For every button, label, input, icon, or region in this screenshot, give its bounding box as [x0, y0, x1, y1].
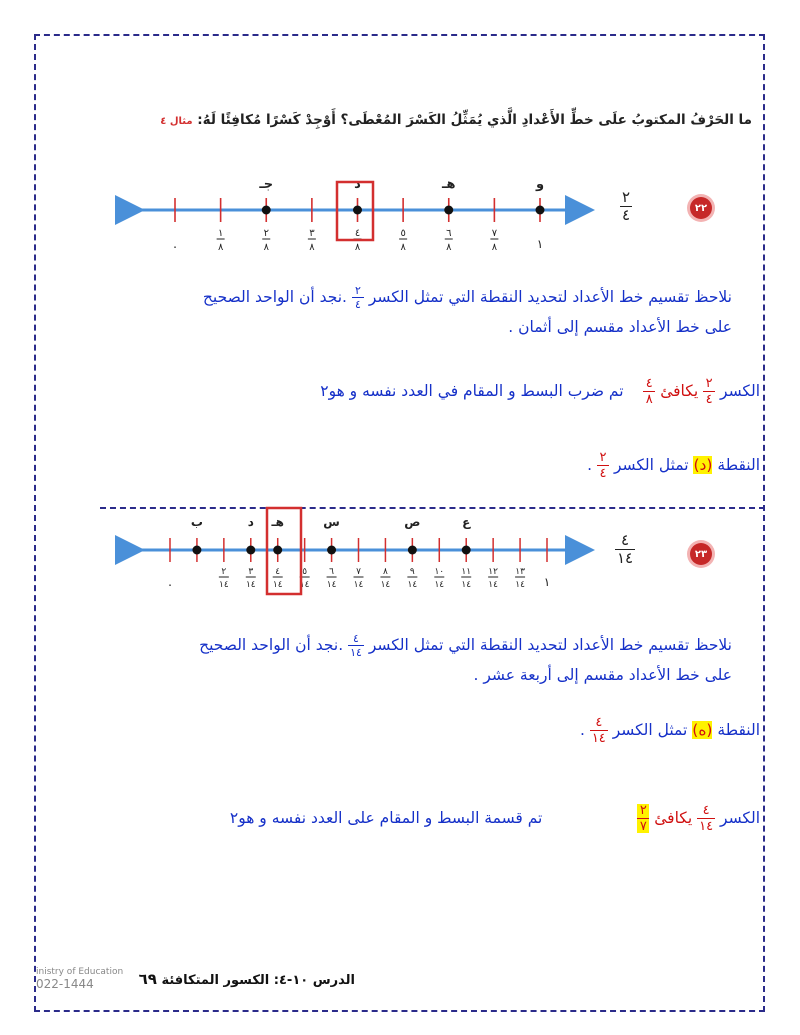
- q23-tick-num: ٦: [329, 567, 334, 577]
- q22-point-dot: [353, 206, 362, 215]
- q23-tick-num: ٤: [275, 567, 281, 577]
- q23-tick-den: ١٤: [488, 580, 498, 590]
- q22-explanation: [62, 282, 732, 342]
- q23-point-dot: [246, 546, 255, 555]
- q23-tick-num: ٨: [383, 567, 388, 577]
- q23-tick-den: ١٤: [299, 580, 310, 590]
- q23-tick-den: ١٤: [407, 580, 418, 590]
- q23-explanation: [42, 630, 732, 690]
- question-header: [154, 112, 752, 128]
- q23-line1: نلاحظ تقسيم خط الأعداد لتحديد النقطة التي تمثل الكسر $\frac{٤}{١٤}$ .نجد أن الواحد الصحيح: [199, 631, 732, 660]
- q22-number-line: [115, 160, 595, 260]
- q23-point-dot: [462, 546, 471, 555]
- q23-equivalence: الكسر $\frac{٤}{١٤}$ يكافئ $\frac{٢}{٧}$ تم قسمة البسط و المقام على العدد نفسه و هو٢: [229, 802, 760, 835]
- q23-tick-den: ١٤: [245, 580, 256, 590]
- footer-lesson-title: الدرس ١٠-٤: الكسور المتكافئة ٦٩: [138, 970, 355, 988]
- q23-point-dot: [327, 546, 336, 555]
- q23-tick-num: ١١: [461, 567, 472, 577]
- q23-one-label: ١: [543, 575, 551, 589]
- q23-line2: على خط الأعداد مقسم إلى أربعة عشر .: [473, 666, 732, 685]
- q23-point-letter: ب: [190, 515, 203, 529]
- q23-number-line: [115, 500, 595, 610]
- q22-tick-num: ٤: [354, 228, 361, 239]
- q23-tick-num: ١٢: [488, 567, 498, 577]
- q23-point-dot: [408, 546, 417, 555]
- q23-point-letter: د: [247, 515, 254, 529]
- q23-tick-num: ١٣: [515, 567, 525, 577]
- q22-tick-den: ٨: [400, 242, 406, 253]
- q22-tick-den: ٨: [354, 242, 361, 253]
- q23-tick-den: ١٤: [272, 580, 283, 590]
- question-23-badge: ٢٣: [690, 543, 712, 565]
- q22-point: النقطة (د) تمثل الكسر $\frac{٢}{٤}$ .: [587, 449, 760, 482]
- footer-ministry: inistry of Education 022-1444: [36, 967, 124, 991]
- q23-tick-den: ١٤: [434, 580, 445, 590]
- q22-point-dot: [262, 206, 271, 215]
- q22-point-letter: و: [535, 177, 545, 192]
- q23-tick-num: ٩: [409, 567, 415, 577]
- question-22-badge: ٢٢: [690, 197, 712, 219]
- q22-tick-num: ٢: [263, 228, 269, 239]
- q22-tick-num: ٥: [400, 228, 406, 239]
- q22-tick-num: ٦: [446, 228, 452, 239]
- q22-point-letter: جـ: [259, 177, 274, 192]
- q23-given-fraction: $\frac{٤}{١٤}$: [617, 531, 634, 568]
- q22-given-fraction: $\frac{٢}{٤}$: [622, 188, 631, 225]
- q22-tick-den: ٨: [446, 242, 452, 253]
- q23-point: النقطة (ه) تمثل الكسر $\frac{٤}{١٤}$ .: [579, 714, 760, 747]
- q23-point-letter: هـ: [271, 515, 284, 529]
- q23-zero-label: .: [168, 575, 172, 589]
- q22-point-dot: [444, 206, 453, 215]
- q22-tick-den: ٨: [217, 242, 224, 253]
- q22-tick-num: ٧: [491, 228, 498, 239]
- q23-tick-den: ١٤: [461, 580, 472, 590]
- q23-tick-den: ١٤: [380, 580, 391, 590]
- q23-point-dot: [273, 546, 282, 555]
- q23-tick-num: ٥: [302, 567, 308, 577]
- q22-tick-num: ١: [217, 228, 224, 239]
- q22-point-dot: [536, 206, 545, 215]
- q22-tick-den: ٨: [491, 242, 498, 253]
- q23-point-letter: ع: [462, 515, 471, 529]
- q22-tick-den: ٨: [309, 242, 315, 253]
- q23-tick-num: ٧: [356, 567, 361, 577]
- q23-tick-num: ١٠: [434, 567, 445, 577]
- q22-line2: على خط الأعداد مقسم إلى أثمان .: [508, 318, 732, 337]
- question-text: ما الحَرْفُ المكتوبُ علَى خطِّ الأَعْدادِ الَّذي يُمَثِّلُ الكَسْرَ المُعْطَى؟ أَوْجِدْ كَسْرًا مُكافِئًا لَهُ:: [197, 112, 752, 128]
- q22-line1: نلاحظ تقسيم خط الأعداد لتحديد النقطة التي تمثل الكسر $\frac{٢}{٤}$ .نجد أن الواحد الصحيح: [202, 283, 732, 312]
- q23-tick-den: ١٤: [326, 580, 337, 590]
- q22-equivalence: الكسر $\frac{٢}{٤}$ يكافئ $\frac{٤}{٨}$ تم ضرب البسط و المقام في العدد نفسه و هو٢: [320, 375, 760, 408]
- q22-tick-den: ٨: [263, 242, 269, 253]
- q23-tick-num: ٢: [221, 567, 227, 577]
- page-number: ٦٩: [138, 970, 157, 988]
- q23-point-letter: ص: [404, 515, 421, 529]
- example-reference: مثال ٤: [160, 116, 193, 127]
- q23-point-letter: س: [323, 515, 340, 529]
- q23-tick-den: ١٤: [219, 580, 229, 590]
- q22-point-letter: هـ: [442, 177, 456, 192]
- q23-tick-den: ١٤: [515, 580, 525, 590]
- q22-one-label: ١: [536, 237, 544, 251]
- q23-point-dot: [192, 546, 201, 555]
- q22-point-letter: د: [354, 177, 361, 192]
- q23-tick-num: ٣: [248, 567, 254, 577]
- q22-zero-label: .: [173, 237, 177, 251]
- q23-tick-den: ١٤: [353, 580, 364, 590]
- q22-tick-num: ٣: [309, 228, 315, 239]
